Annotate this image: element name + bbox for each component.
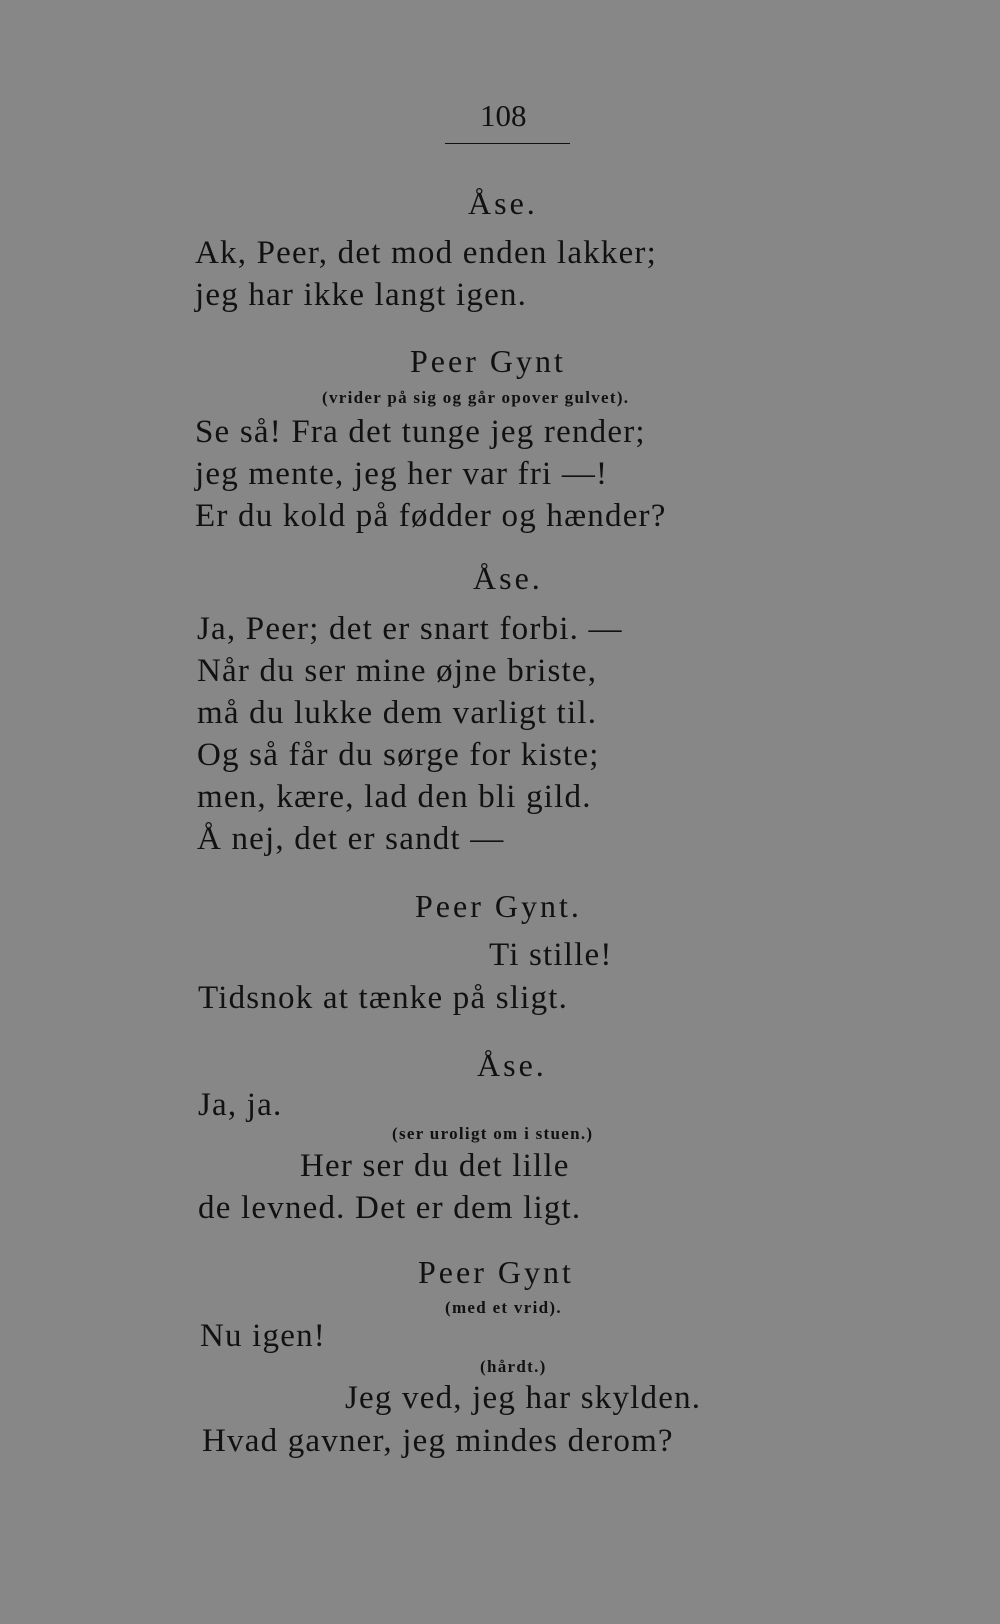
stage-direction: (ser uroligt om i stuen.) xyxy=(392,1124,594,1143)
verse-line: de levned. Det er dem ligt. xyxy=(198,1190,582,1226)
verse-line: Ja, ja. xyxy=(198,1087,283,1123)
speaker-name: Åse. xyxy=(468,185,538,221)
verse-line: jeg har ikke langt igen. xyxy=(195,277,528,313)
speaker-name: Peer Gynt. xyxy=(415,888,582,924)
verse-line: Ti stille! xyxy=(489,937,613,973)
verse-line: Ak, Peer, det mod enden lakker; xyxy=(195,235,657,271)
verse-line: Nu igen! xyxy=(200,1318,326,1354)
verse-line: Ja, Peer; det er snart forbi. — xyxy=(197,611,623,647)
speaker-name: Peer Gynt xyxy=(418,1254,574,1290)
speaker-name: Åse. xyxy=(477,1047,547,1083)
speaker-name: Åse. xyxy=(473,560,543,596)
verse-line: må du lukke dem varligt til. xyxy=(197,695,598,731)
verse-line: Og så får du sørge for kiste; xyxy=(197,737,600,773)
verse-line: Å nej, det er sandt — xyxy=(197,821,505,857)
verse-line: men, kære, lad den bli gild. xyxy=(197,779,592,815)
verse-line: Se så! Fra det tunge jeg render; xyxy=(195,414,646,450)
verse-line: Er du kold på fødder og hænder? xyxy=(195,498,667,534)
page-number: 108 xyxy=(480,98,527,133)
speaker-name: Peer Gynt xyxy=(410,343,566,379)
header-rule xyxy=(445,143,570,144)
verse-line: Når du ser mine øjne briste, xyxy=(197,653,598,689)
stage-direction: (vrider på sig og går opover gulvet). xyxy=(322,388,630,407)
verse-line: Hvad gavner, jeg mindes derom? xyxy=(202,1423,674,1459)
verse-line: Jeg ved, jeg har skylden. xyxy=(345,1380,702,1416)
stage-direction: (hårdt.) xyxy=(480,1357,547,1376)
stage-direction: (med et vrid). xyxy=(445,1298,562,1317)
verse-line: Her ser du det lille xyxy=(300,1148,570,1184)
verse-line: Tidsnok at tænke på sligt. xyxy=(198,980,569,1016)
verse-line: jeg mente, jeg her var fri —! xyxy=(195,456,609,492)
